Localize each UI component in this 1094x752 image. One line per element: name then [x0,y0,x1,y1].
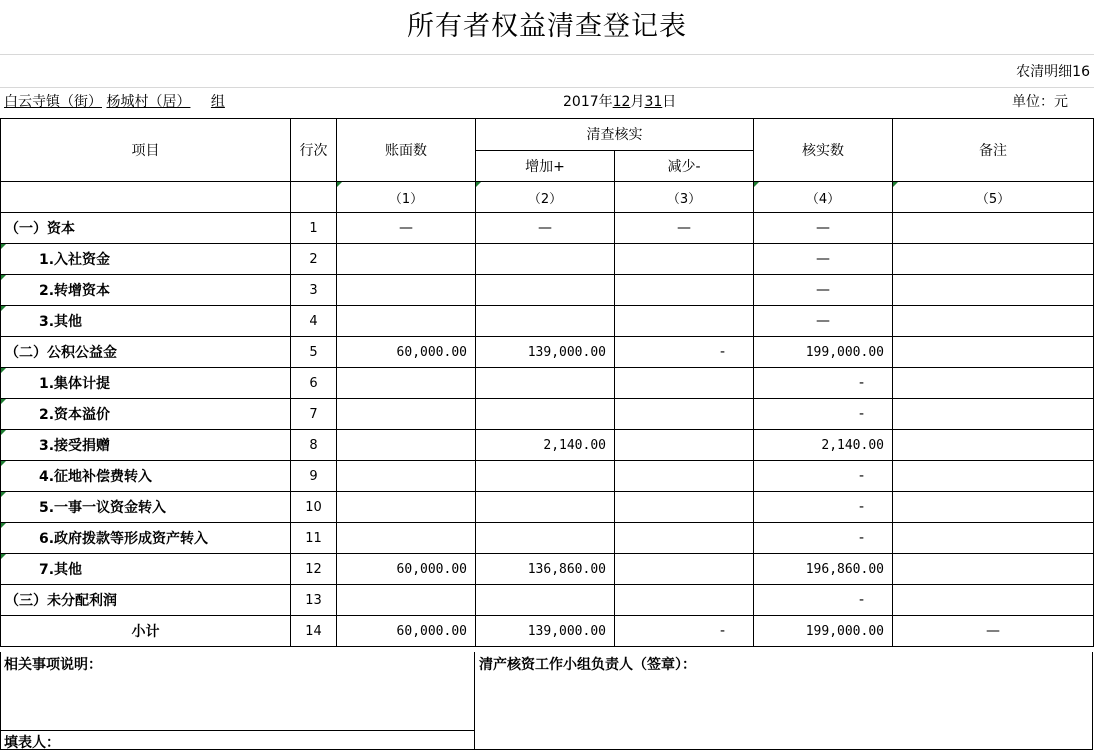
row-book: 60,000.00 [337,616,476,647]
date-month-unit: 月 [630,94,645,110]
row-remark: — [893,616,1094,647]
row-item: 6.政府拨款等形成资产转入 [1,523,291,554]
row-decrease: - [615,337,754,368]
header-verified: 核实数 [754,119,893,182]
footer-section [0,652,1093,750]
row-item: 3.接受捐赠 [1,430,291,461]
row-verified: 199,000.00 [754,616,893,647]
row-increase: 139,000.00 [476,337,615,368]
column-number: （4） [754,182,893,213]
row-increase: — [476,213,615,244]
row-verified: 2,140.00 [754,430,893,461]
village-name: 杨城 [106,94,135,110]
row-decrease [615,585,754,616]
row-increase: 139,000.00 [476,616,615,647]
row-verified: - [754,399,893,430]
header-increase: 增加+ [476,150,615,182]
filler-label: 填表人： [4,735,60,751]
row-increase [476,585,615,616]
table-row [1,368,1094,399]
row-book [337,244,476,275]
table-row [1,213,1094,244]
responsible-label: 清产核资工作小组负责人（签章）： [479,657,696,673]
row-increase [476,368,615,399]
header-line: 行次 [291,119,337,182]
village-suffix: 村（居） [134,94,191,110]
row-verified: - [754,523,893,554]
row-remark [893,213,1094,244]
row-book [337,368,476,399]
row-increase [476,523,615,554]
group-suffix: 组 [210,94,225,110]
unit-label: 单位：元 [1012,94,1068,110]
column-number: （2） [476,182,615,213]
row-remark [893,399,1094,430]
table-row [1,275,1094,306]
row-remark [893,523,1094,554]
row-line: 10 [291,492,337,523]
row-line: 2 [291,244,337,275]
row-item: 小计 [1,616,291,647]
row-book [337,585,476,616]
row-increase [476,275,615,306]
row-remark [893,244,1094,275]
row-item: 7.其他 [1,554,291,585]
row-verified: — [754,275,893,306]
date-year: 2017 [563,94,599,110]
row-book [337,306,476,337]
row-line: 6 [291,368,337,399]
row-remark [893,461,1094,492]
date-day: 31 [644,94,663,110]
row-item: 3.其他 [1,306,291,337]
row-book [337,492,476,523]
row-remark [893,368,1094,399]
row-line: 11 [291,523,337,554]
row-verified: 199,000.00 [754,337,893,368]
table-row [1,585,1094,616]
table-row [1,492,1094,523]
header-book: 账面数 [337,119,476,182]
town-label: 白云寺镇（街） [4,94,102,110]
row-verified: - [754,368,893,399]
location-info [4,87,225,118]
notes-label: 相关事项说明： [4,657,102,673]
row-book: 60,000.00 [337,337,476,368]
row-increase [476,461,615,492]
row-item: 4.征地补偿费转入 [1,461,291,492]
row-decrease [615,399,754,430]
row-item: 2.转增资本 [1,275,291,306]
row-verified: - [754,585,893,616]
row-line: 8 [291,430,337,461]
row-item: （一）资本 [1,213,291,244]
row-line: 4 [291,306,337,337]
row-remark [893,337,1094,368]
row-verified: - [754,492,893,523]
row-decrease [615,275,754,306]
row-decrease [615,368,754,399]
row-decrease [615,492,754,523]
row-decrease [615,430,754,461]
table-row [1,430,1094,461]
row-line: 13 [291,585,337,616]
row-verified: — [754,213,893,244]
row-decrease [615,244,754,275]
colnum-blank [291,182,337,213]
column-number: （3） [615,182,754,213]
row-verified: — [754,244,893,275]
row-item: （三）未分配利润 [1,585,291,616]
row-line: 9 [291,461,337,492]
subtotal-row [1,616,1094,647]
row-remark [893,275,1094,306]
row-line: 5 [291,337,337,368]
row-decrease [615,461,754,492]
header-decrease: 减少- [615,150,754,182]
colnum-blank [1,182,291,213]
row-decrease: — [615,213,754,244]
table-row [1,337,1094,368]
table-row [1,554,1094,585]
row-line: 7 [291,399,337,430]
date-day-unit: 日 [662,94,677,110]
form-code: 农清明细16 [1016,64,1090,80]
row-book [337,430,476,461]
row-remark [893,306,1094,337]
row-verified: — [754,306,893,337]
row-verified: - [754,461,893,492]
row-increase [476,492,615,523]
table-row [1,244,1094,275]
row-remark [893,430,1094,461]
row-line: 1 [291,213,337,244]
row-decrease [615,523,754,554]
row-remark [893,492,1094,523]
row-decrease [615,306,754,337]
table-row [1,399,1094,430]
row-line: 3 [291,275,337,306]
column-number: （5） [893,182,1094,213]
footer-divider [1,730,475,731]
row-item: 2.资本溢价 [1,399,291,430]
date-year-unit: 年 [598,94,613,110]
row-book: — [337,213,476,244]
row-increase [476,244,615,275]
form-code-row [0,54,1094,88]
row-book: 60,000.00 [337,554,476,585]
date-month: 12 [612,94,631,110]
row-decrease [615,554,754,585]
report-date [563,87,676,118]
row-remark [893,585,1094,616]
page-title: 所有者权益清查登记表 [0,0,1094,55]
row-increase: 136,860.00 [476,554,615,585]
row-book [337,523,476,554]
row-book [337,275,476,306]
row-line: 14 [291,616,337,647]
row-item: 1.入社资金 [1,244,291,275]
table-row [1,461,1094,492]
row-book [337,399,476,430]
row-item: 5.一事一议资金转入 [1,492,291,523]
row-decrease: - [615,616,754,647]
row-increase [476,399,615,430]
equity-table [0,118,1094,647]
row-book [337,461,476,492]
table-row [1,306,1094,337]
table-row [1,523,1094,554]
column-number: （1） [337,182,476,213]
header-item: 项目 [1,119,291,182]
header-remark: 备注 [893,119,1094,182]
row-item: （二）公积公益金 [1,337,291,368]
row-item: 1.集体计提 [1,368,291,399]
row-increase: 2,140.00 [476,430,615,461]
header-verify: 清查核实 [476,119,754,151]
row-line: 12 [291,554,337,585]
row-remark [893,554,1094,585]
row-verified: 196,860.00 [754,554,893,585]
row-increase [476,306,615,337]
